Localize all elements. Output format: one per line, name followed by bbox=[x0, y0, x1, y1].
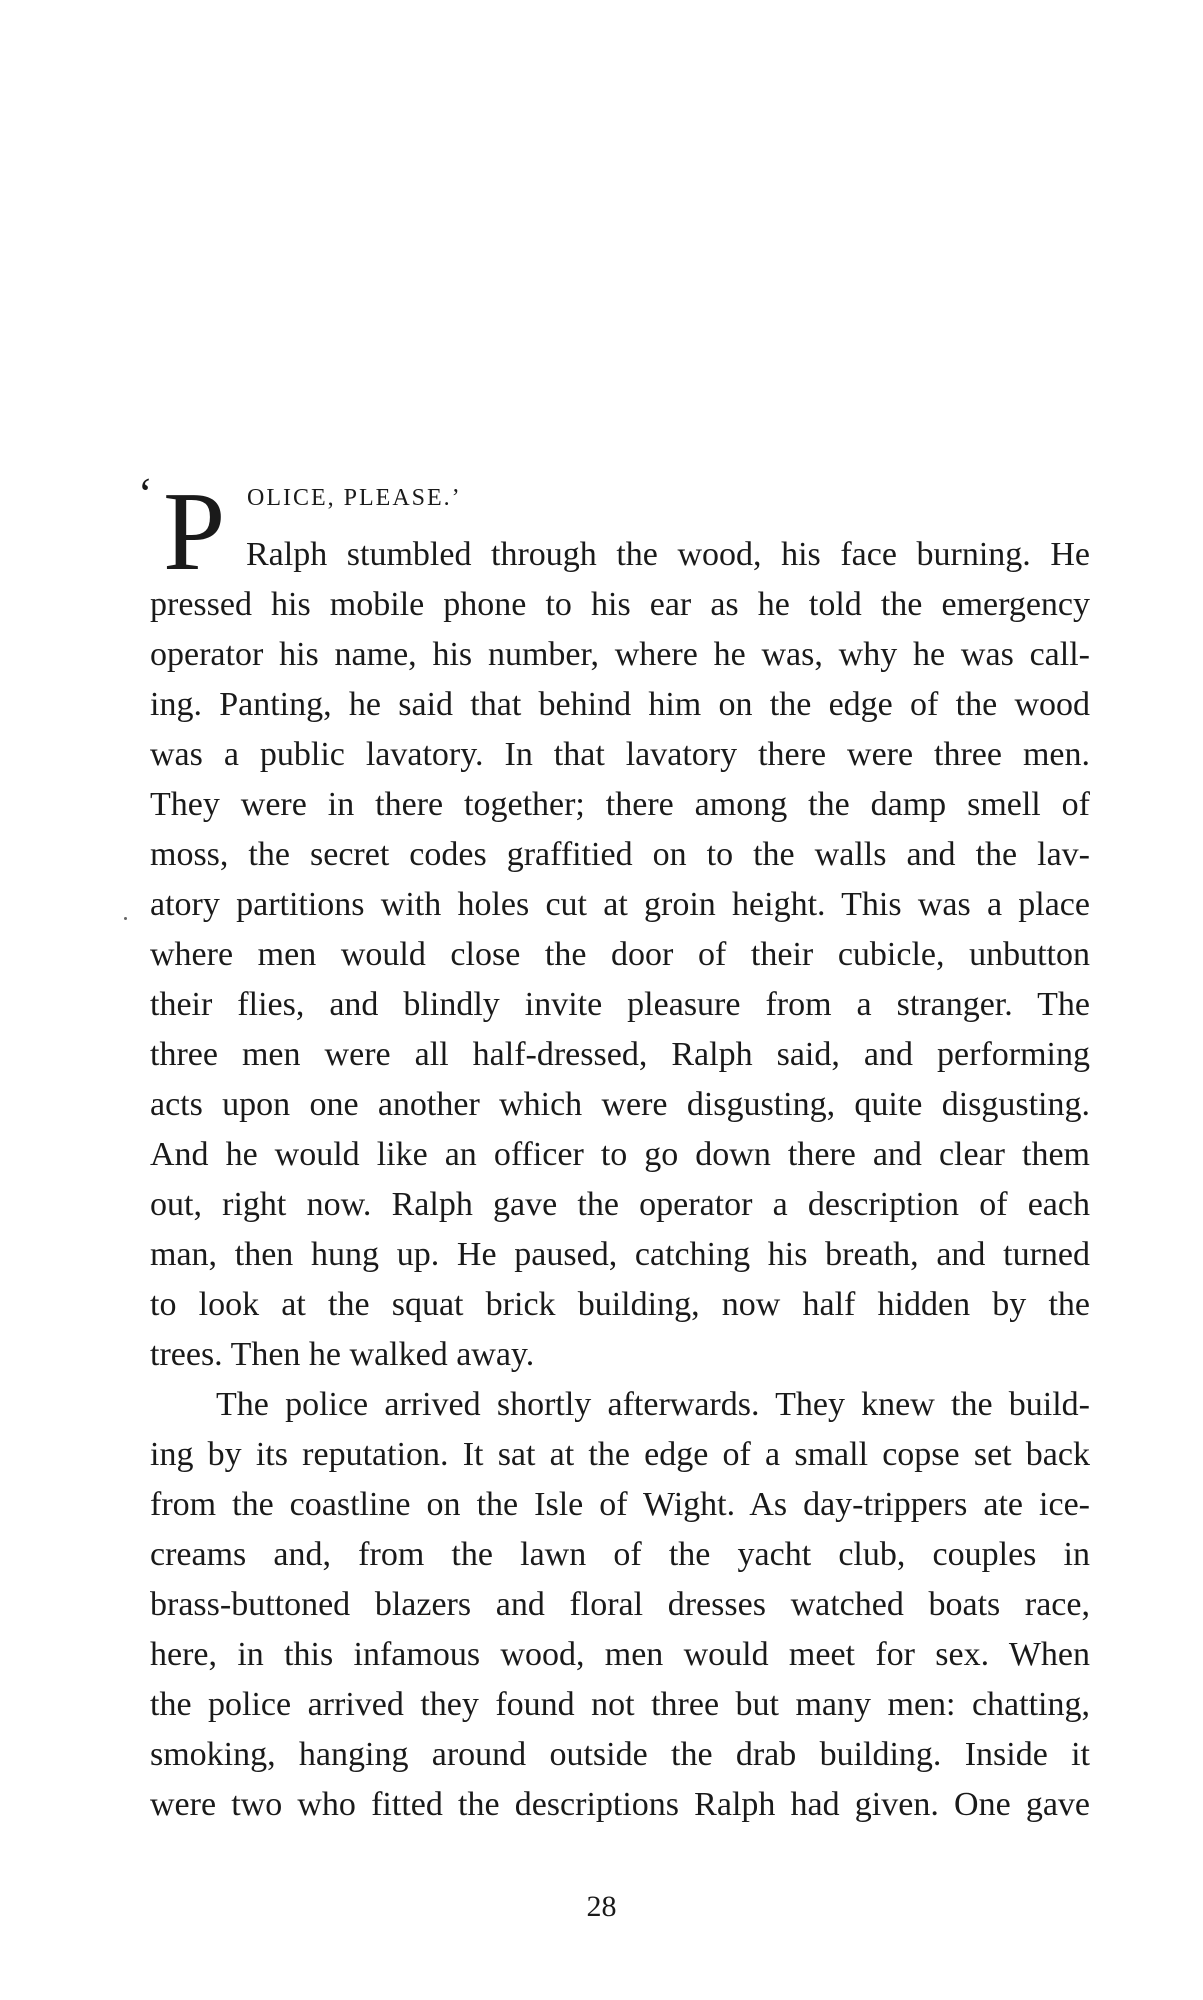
text-line: to look at the squat brick building, now half hidden by the bbox=[150, 1286, 1090, 1323]
opening-quote-mark: ‘ bbox=[138, 469, 153, 518]
text-line: the police arrived they found not three but many men: chatting, bbox=[150, 1686, 1090, 1723]
text-line: pressed his mobile phone to his ear as he told the emergency bbox=[150, 586, 1090, 623]
text-line: brass-buttoned blazers and floral dresses watched boats race, bbox=[150, 1586, 1090, 1623]
opening-small-caps: OLICE, PLEASE.’ bbox=[247, 485, 462, 511]
text-line: here, in this infamous wood, men would meet for sex. When bbox=[150, 1636, 1090, 1673]
text-line: ing. Panting, he said that behind him on the edge of the wood bbox=[150, 686, 1090, 723]
text-line: ing by its reputation. It sat at the edge of a small copse set back bbox=[150, 1436, 1090, 1473]
page-number: 28 bbox=[586, 1890, 617, 1923]
text-line: They were in there together; there among the damp smell of bbox=[150, 786, 1090, 823]
text-line: was a public lavatory. In that lavatory there were three men. bbox=[150, 736, 1090, 773]
text-line: were two who fitted the descriptions Ralph had given. One gave bbox=[150, 1786, 1090, 1823]
text-line: out, right now. Ralph gave the operator a description of each bbox=[150, 1186, 1090, 1223]
text-line: creams and, from the lawn of the yacht club, couples in bbox=[150, 1536, 1090, 1573]
text-line: from the coastline on the Isle of Wight. As day-trippers ate ice- bbox=[150, 1486, 1090, 1523]
text-line: acts upon one another which were disgusting, quite disgusting. bbox=[150, 1086, 1090, 1123]
text-line: man, then hung up. He paused, catching his breath, and turned bbox=[150, 1236, 1090, 1273]
drop-cap: P bbox=[163, 470, 226, 594]
text-line: moss, the secret codes graffitied on to the walls and the lav- bbox=[150, 836, 1090, 873]
text-line: three men were all half-dressed, Ralph said, and performing bbox=[150, 1036, 1090, 1073]
text-line: atory partitions with holes cut at groin height. This was a place bbox=[150, 886, 1090, 923]
text-line: operator his name, his number, where he was, why he was call- bbox=[150, 636, 1090, 673]
text-line: Ralph stumbled through the wood, his face burning. He bbox=[246, 536, 1090, 573]
text-line: The police arrived shortly afterwards. They knew the build- bbox=[216, 1386, 1090, 1423]
text-line: And he would like an officer to go down there and clear them bbox=[150, 1136, 1090, 1173]
text-line: where men would close the door of their cubicle, unbutton bbox=[150, 936, 1090, 973]
text-line: trees. Then he walked away. bbox=[150, 1336, 535, 1373]
text-line: smoking, hanging around outside the drab building. Inside it bbox=[150, 1736, 1090, 1773]
margin-mark bbox=[124, 917, 127, 920]
text-line: their flies, and blindly invite pleasure from a stranger. The bbox=[150, 986, 1090, 1023]
